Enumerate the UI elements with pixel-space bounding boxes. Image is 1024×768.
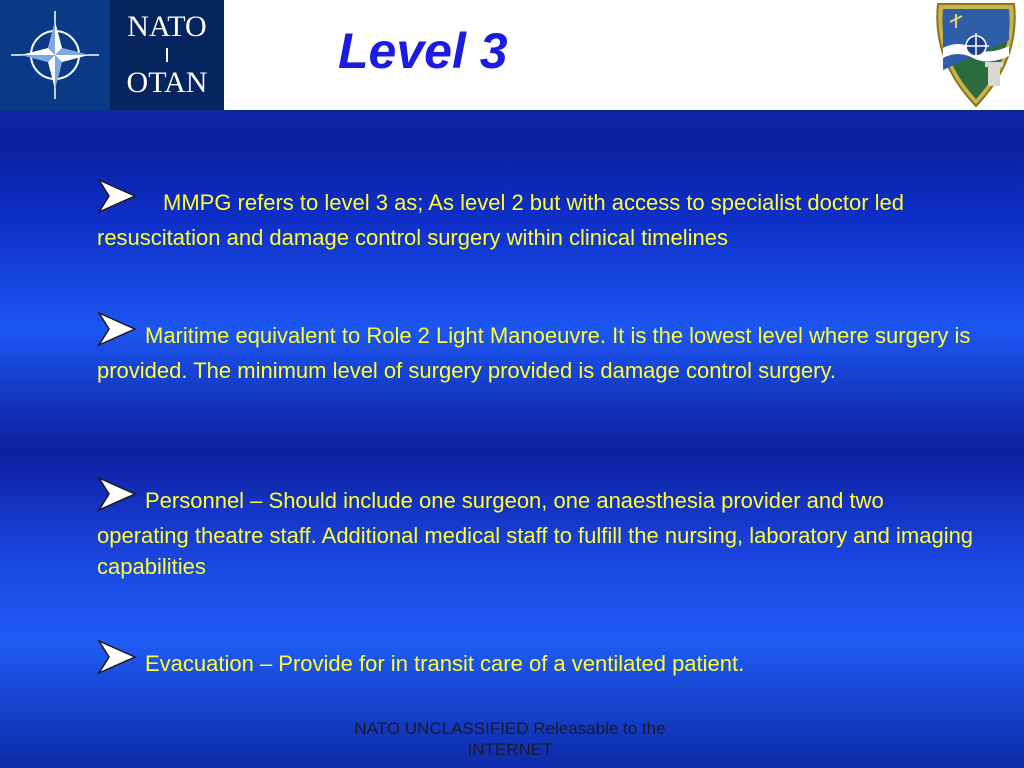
bullet-item xyxy=(97,178,977,253)
bullet-text: Maritime equivalent to Role 2 Light Manoeuvre. It is the lowest level where surgery is provided. The minimum level of surgery provided is damage control surgery. xyxy=(97,323,971,383)
bullet-text: Evacuation – Provide for in transit care of a ventilated patient. xyxy=(145,651,745,676)
bullet-item xyxy=(97,311,977,386)
classification-footer: NATO UNCLASSIFIED Releasable to the INTERNET xyxy=(354,719,666,759)
logo-bottom-text: OTAN xyxy=(126,66,208,99)
nato-logo xyxy=(0,0,224,110)
bullet-item xyxy=(97,476,977,582)
slide-title: Level 3 xyxy=(338,23,508,79)
nato-compass-star-icon xyxy=(0,0,110,110)
arrow-bullet-icon xyxy=(97,311,137,355)
arrow-bullet-icon xyxy=(97,476,137,520)
unit-crest-emblem xyxy=(928,0,1024,110)
logo-divider xyxy=(166,48,168,62)
bullet-text: Personnel – Should include one surgeon, one anaesthesia provider and two operating theatre staff. Additional medical staff to fulfill the nursing, laboratory and imaging capabilities xyxy=(97,488,974,579)
arrow-bullet-icon xyxy=(97,178,137,222)
bullet-item xyxy=(97,639,977,683)
nato-wordmark xyxy=(110,0,224,110)
arrow-bullet-icon xyxy=(97,639,137,683)
bullet-text: MMPG refers to level 3 as; As level 2 but with access to specialist doctor led resuscitation and damage control surgery within clinical timelines xyxy=(97,190,904,250)
slide-header xyxy=(0,0,1024,112)
logo-top-text: NATO xyxy=(127,10,207,43)
